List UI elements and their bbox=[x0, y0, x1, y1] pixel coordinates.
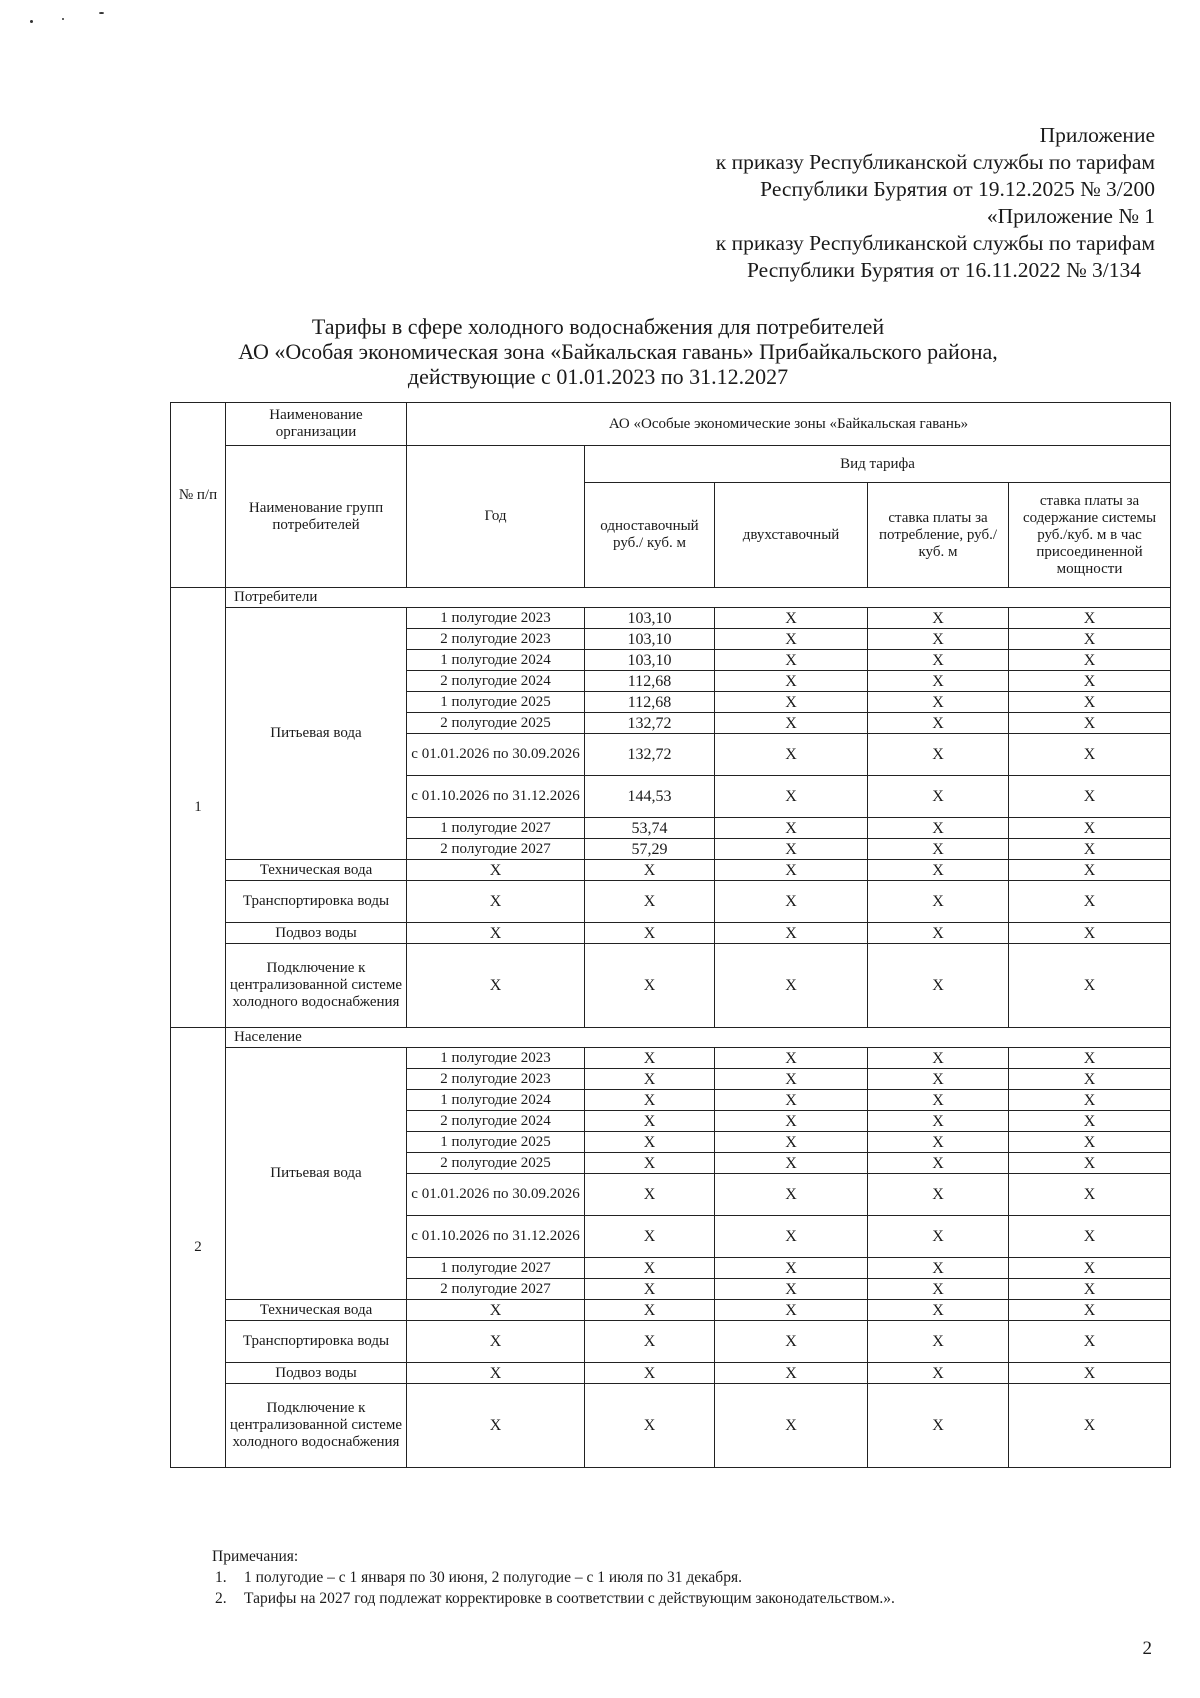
period-cell: 1 полугодие 2025 bbox=[407, 692, 585, 713]
group-row bbox=[171, 1028, 1171, 1048]
value-single: 132,72 bbox=[585, 734, 715, 776]
table-row bbox=[171, 1384, 1171, 1468]
value-single: 112,68 bbox=[585, 692, 715, 713]
value-maintenance: X bbox=[1009, 1300, 1171, 1321]
document-title bbox=[0, 314, 1200, 389]
value-consumption: X bbox=[868, 1258, 1009, 1279]
value-consumption: X bbox=[868, 650, 1009, 671]
value-double: X bbox=[715, 734, 868, 776]
value-maintenance: X bbox=[1009, 1216, 1171, 1258]
service-label: Транспортировка воды bbox=[226, 881, 407, 923]
year-cell: X bbox=[407, 1363, 585, 1384]
value-consumption: X bbox=[868, 881, 1009, 923]
value-single: X bbox=[585, 1153, 715, 1174]
value-maintenance: X bbox=[1009, 608, 1171, 629]
value-single: X bbox=[585, 1111, 715, 1132]
group-name: Потребители bbox=[226, 588, 1171, 608]
group-name: Население bbox=[226, 1028, 1171, 1048]
period-cell: 2 полугодие 2027 bbox=[407, 1279, 585, 1300]
value-single: X bbox=[585, 1132, 715, 1153]
title-line-3: действующие с 01.01.2023 по 31.12.2027 bbox=[407, 364, 789, 389]
year-cell: X bbox=[407, 860, 585, 881]
value-double: X bbox=[715, 629, 868, 650]
group-row bbox=[171, 588, 1171, 608]
table-row bbox=[171, 944, 1171, 1028]
value-single: X bbox=[585, 923, 715, 944]
header-line: «Приложение № 1 bbox=[986, 204, 1155, 228]
value-double: X bbox=[715, 1321, 868, 1363]
value-maintenance: X bbox=[1009, 1258, 1171, 1279]
value-double: X bbox=[715, 839, 868, 860]
table-row bbox=[171, 1363, 1171, 1384]
period-cell: 1 полугодие 2027 bbox=[407, 1258, 585, 1279]
note-number: 1. bbox=[215, 1569, 227, 1586]
value-double: X bbox=[715, 1174, 868, 1216]
drinking-water-label: Питьевая вода bbox=[226, 608, 407, 860]
period-cell: 2 полугодие 2023 bbox=[407, 1069, 585, 1090]
value-maintenance: X bbox=[1009, 839, 1171, 860]
value-maintenance: X bbox=[1009, 1321, 1171, 1363]
period-cell: 1 полугодие 2023 bbox=[407, 608, 585, 629]
header-org-label: Наименование организации bbox=[226, 403, 407, 446]
service-label: Техническая вода bbox=[226, 1300, 407, 1321]
value-single: X bbox=[585, 1069, 715, 1090]
table-row bbox=[171, 1048, 1171, 1069]
period-cell: 2 полугодие 2024 bbox=[407, 1111, 585, 1132]
table-row bbox=[171, 881, 1171, 923]
header-col-maintenance: ставка платы за содержание системы руб./куб. м в час присоединенной мощности bbox=[1009, 483, 1171, 588]
year-cell: X bbox=[407, 1384, 585, 1468]
value-double: X bbox=[715, 923, 868, 944]
value-consumption: X bbox=[868, 629, 1009, 650]
header-num: № п/п bbox=[171, 403, 226, 588]
value-single: X bbox=[585, 1363, 715, 1384]
note-item bbox=[212, 1588, 895, 1609]
value-single: X bbox=[585, 1384, 715, 1468]
period-cell: 2 полугодие 2025 bbox=[407, 713, 585, 734]
value-maintenance: X bbox=[1009, 1048, 1171, 1069]
value-single: 132,72 bbox=[585, 713, 715, 734]
section-number: 2 bbox=[171, 1028, 226, 1468]
value-consumption: X bbox=[868, 1090, 1009, 1111]
year-cell: X bbox=[407, 881, 585, 923]
value-single: 144,53 bbox=[585, 776, 715, 818]
value-consumption: X bbox=[868, 1300, 1009, 1321]
scan-speck bbox=[30, 20, 33, 23]
service-label: Подключение к централизованной системе холодного водоснабжения bbox=[226, 1384, 407, 1468]
year-cell: X bbox=[407, 1321, 585, 1363]
value-consumption: X bbox=[868, 1153, 1009, 1174]
value-double: X bbox=[715, 1300, 868, 1321]
year-cell: X bbox=[407, 923, 585, 944]
value-double: X bbox=[715, 1111, 868, 1132]
header-line: к приказу Республиканской службы по тарифам bbox=[715, 150, 1155, 174]
period-cell: с 01.01.2026 по 30.09.2026 bbox=[407, 1174, 585, 1216]
service-label: Подвоз воды bbox=[226, 1363, 407, 1384]
note-number: 2. bbox=[215, 1590, 227, 1607]
value-double: X bbox=[715, 1363, 868, 1384]
value-single: 103,10 bbox=[585, 650, 715, 671]
service-label: Подвоз воды bbox=[226, 923, 407, 944]
value-single: X bbox=[585, 944, 715, 1028]
value-single: 103,10 bbox=[585, 629, 715, 650]
value-maintenance: X bbox=[1009, 1384, 1171, 1468]
value-single: X bbox=[585, 1300, 715, 1321]
period-cell: 2 полугодие 2027 bbox=[407, 839, 585, 860]
value-single: X bbox=[585, 881, 715, 923]
value-consumption: X bbox=[868, 692, 1009, 713]
value-double: X bbox=[715, 1153, 868, 1174]
value-consumption: X bbox=[868, 1384, 1009, 1468]
value-maintenance: X bbox=[1009, 1069, 1171, 1090]
table-row bbox=[171, 860, 1171, 881]
period-cell: 2 полугодие 2025 bbox=[407, 1153, 585, 1174]
value-maintenance: X bbox=[1009, 1090, 1171, 1111]
value-double: X bbox=[715, 1216, 868, 1258]
header-line: Приложение bbox=[1039, 123, 1155, 147]
value-maintenance: X bbox=[1009, 1132, 1171, 1153]
value-maintenance: X bbox=[1009, 1153, 1171, 1174]
value-maintenance: X bbox=[1009, 1174, 1171, 1216]
value-maintenance: X bbox=[1009, 944, 1171, 1028]
value-consumption: X bbox=[868, 1363, 1009, 1384]
year-cell: X bbox=[407, 1300, 585, 1321]
service-label: Транспортировка воды bbox=[226, 1321, 407, 1363]
value-consumption: X bbox=[868, 1069, 1009, 1090]
value-consumption: X bbox=[868, 839, 1009, 860]
value-single: X bbox=[585, 1090, 715, 1111]
tariff-table bbox=[170, 402, 1171, 1468]
value-double: X bbox=[715, 1069, 868, 1090]
value-double: X bbox=[715, 650, 868, 671]
value-consumption: X bbox=[868, 608, 1009, 629]
table-body bbox=[171, 588, 1171, 1468]
service-label: Техническая вода bbox=[226, 860, 407, 881]
period-cell: 1 полугодие 2024 bbox=[407, 650, 585, 671]
value-maintenance: X bbox=[1009, 650, 1171, 671]
year-cell: X bbox=[407, 944, 585, 1028]
value-consumption: X bbox=[868, 1321, 1009, 1363]
scan-speck bbox=[99, 12, 104, 14]
value-maintenance: X bbox=[1009, 818, 1171, 839]
header-year: Год bbox=[407, 446, 585, 588]
header-col-consumption: ставка платы за потребление, руб./ куб. м bbox=[868, 483, 1009, 588]
value-maintenance: X bbox=[1009, 692, 1171, 713]
value-consumption: X bbox=[868, 818, 1009, 839]
value-single: 53,74 bbox=[585, 818, 715, 839]
header-group-label: Наименование групп потребителей bbox=[226, 446, 407, 588]
value-maintenance: X bbox=[1009, 713, 1171, 734]
value-maintenance: X bbox=[1009, 923, 1171, 944]
value-consumption: X bbox=[868, 713, 1009, 734]
value-single: X bbox=[585, 1258, 715, 1279]
period-cell: с 01.01.2026 по 30.09.2026 bbox=[407, 734, 585, 776]
value-double: X bbox=[715, 1279, 868, 1300]
period-cell: 1 полугодие 2027 bbox=[407, 818, 585, 839]
value-maintenance: X bbox=[1009, 734, 1171, 776]
header-col-double: двухставочный bbox=[715, 483, 868, 588]
value-double: X bbox=[715, 860, 868, 881]
period-cell: с 01.10.2026 по 31.12.2026 bbox=[407, 776, 585, 818]
value-double: X bbox=[715, 1258, 868, 1279]
value-double: X bbox=[715, 818, 868, 839]
value-maintenance: X bbox=[1009, 860, 1171, 881]
service-label: Подключение к централизованной системе холодного водоснабжения bbox=[226, 944, 407, 1028]
note-text: Тарифы на 2027 год подлежат корректировке в соответствии с действующим законодательством.». bbox=[244, 1590, 895, 1607]
value-consumption: X bbox=[868, 944, 1009, 1028]
period-cell: 1 полугодие 2024 bbox=[407, 1090, 585, 1111]
value-consumption: X bbox=[868, 1132, 1009, 1153]
value-maintenance: X bbox=[1009, 881, 1171, 923]
value-maintenance: X bbox=[1009, 671, 1171, 692]
value-double: X bbox=[715, 1132, 868, 1153]
table-row bbox=[171, 1321, 1171, 1363]
value-maintenance: X bbox=[1009, 776, 1171, 818]
value-single: X bbox=[585, 1321, 715, 1363]
value-double: X bbox=[715, 776, 868, 818]
value-maintenance: X bbox=[1009, 1363, 1171, 1384]
value-double: X bbox=[715, 944, 868, 1028]
period-cell: 1 полугодие 2025 bbox=[407, 1132, 585, 1153]
header-line: Республики Бурятия от 16.11.2022 № 3/134 bbox=[746, 258, 1141, 282]
header-col-single: одноставочный руб./ куб. м bbox=[585, 483, 715, 588]
value-maintenance: X bbox=[1009, 1111, 1171, 1132]
value-single: X bbox=[585, 1216, 715, 1258]
section-number: 1 bbox=[171, 588, 226, 1028]
value-single: X bbox=[585, 1048, 715, 1069]
value-double: X bbox=[715, 671, 868, 692]
notes-title: Примечания: bbox=[212, 1548, 299, 1565]
header-line: Республики Бурятия от 19.12.2025 № 3/200 bbox=[760, 177, 1155, 201]
document-header bbox=[716, 122, 1155, 284]
period-cell: 1 полугодие 2023 bbox=[407, 1048, 585, 1069]
period-cell: с 01.10.2026 по 31.12.2026 bbox=[407, 1216, 585, 1258]
value-single: X bbox=[585, 1279, 715, 1300]
title-line-1: Тарифы в сфере холодного водоснабжения для потребителей bbox=[311, 314, 885, 339]
period-cell: 2 полугодие 2024 bbox=[407, 671, 585, 692]
table-row bbox=[171, 923, 1171, 944]
notes bbox=[212, 1546, 895, 1609]
value-consumption: X bbox=[868, 1216, 1009, 1258]
note-text: 1 полугодие – с 1 января по 30 июня, 2 полугодие – с 1 июля по 31 декабря. bbox=[244, 1569, 742, 1586]
scan-speck bbox=[62, 18, 64, 20]
value-single: 112,68 bbox=[585, 671, 715, 692]
value-consumption: X bbox=[868, 671, 1009, 692]
value-double: X bbox=[715, 1384, 868, 1468]
value-double: X bbox=[715, 713, 868, 734]
value-double: X bbox=[715, 1048, 868, 1069]
header-org-name: АО «Особые экономические зоны «Байкальская гавань» bbox=[407, 403, 1171, 446]
header-line: к приказу Республиканской службы по тарифам bbox=[715, 231, 1155, 255]
value-consumption: X bbox=[868, 1048, 1009, 1069]
value-double: X bbox=[715, 1090, 868, 1111]
period-cell: 2 полугодие 2023 bbox=[407, 629, 585, 650]
value-maintenance: X bbox=[1009, 1279, 1171, 1300]
table-row bbox=[171, 1300, 1171, 1321]
value-consumption: X bbox=[868, 1111, 1009, 1132]
value-consumption: X bbox=[868, 734, 1009, 776]
value-maintenance: X bbox=[1009, 629, 1171, 650]
header-tariff-type: Вид тарифа bbox=[585, 446, 1171, 483]
value-single: X bbox=[585, 1174, 715, 1216]
value-consumption: X bbox=[868, 776, 1009, 818]
page-number: 2 bbox=[1142, 1638, 1152, 1659]
value-double: X bbox=[715, 692, 868, 713]
value-single: X bbox=[585, 860, 715, 881]
value-single: 57,29 bbox=[585, 839, 715, 860]
value-consumption: X bbox=[868, 1174, 1009, 1216]
drinking-water-label: Питьевая вода bbox=[226, 1048, 407, 1300]
note-item bbox=[212, 1567, 895, 1588]
value-single: 103,10 bbox=[585, 608, 715, 629]
value-consumption: X bbox=[868, 923, 1009, 944]
title-line-2: АО «Особая экономическая зона «Байкальская гавань» Прибайкальского района, bbox=[238, 339, 998, 364]
value-double: X bbox=[715, 881, 868, 923]
value-consumption: X bbox=[868, 1279, 1009, 1300]
table-row bbox=[171, 608, 1171, 629]
value-double: X bbox=[715, 608, 868, 629]
value-consumption: X bbox=[868, 860, 1009, 881]
